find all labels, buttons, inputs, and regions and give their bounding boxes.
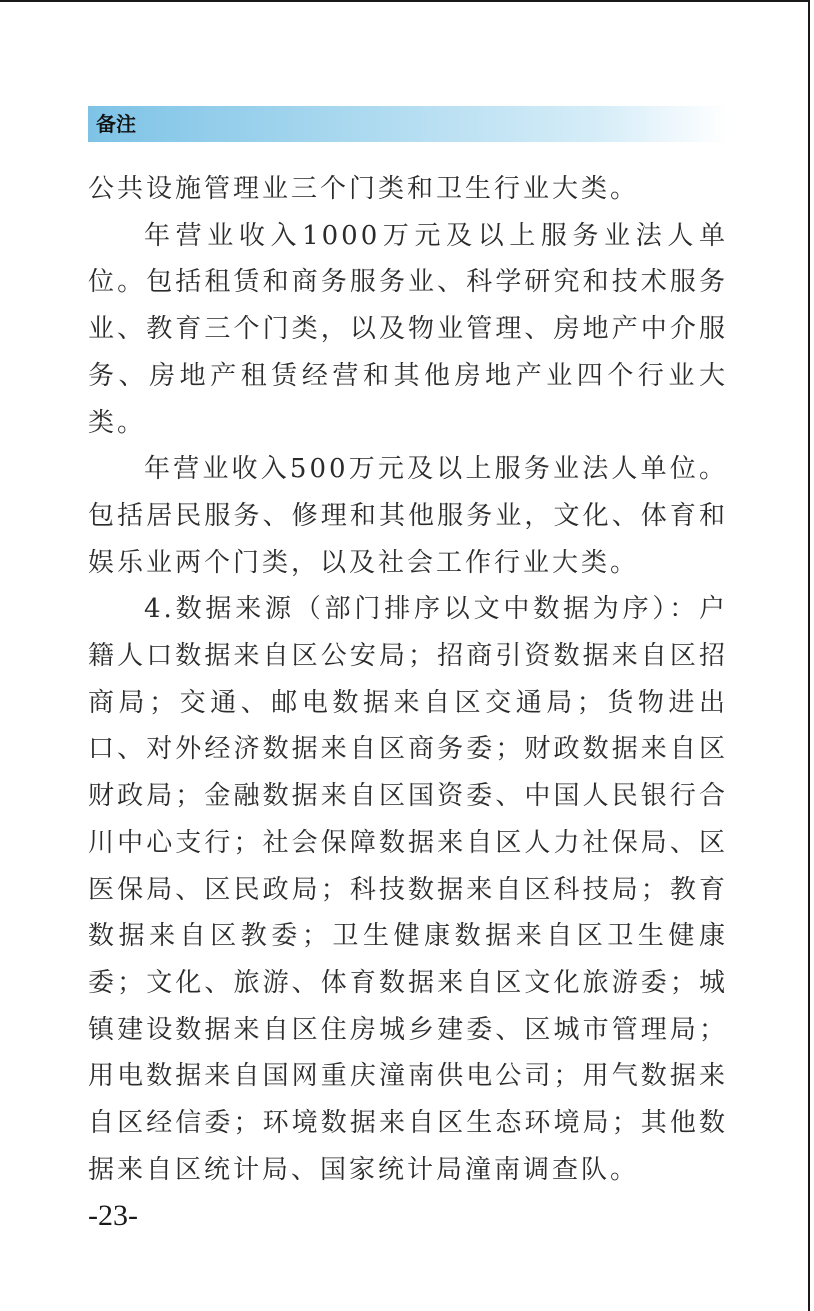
paragraph-500w-units: 年营业收入500万元及以上服务业法人单位。包括居民服务、修理和其他服务业，文化、体育和娱乐业两个门类，以及社会工作行业大类。 <box>88 454 728 578</box>
body-text <box>88 166 728 1193</box>
section-header-bar <box>88 106 728 142</box>
page-number: -23- <box>88 1199 138 1232</box>
paragraph-continuation: 公共设施管理业三个门类和卫生行业大类。 <box>88 174 640 204</box>
page-border-top <box>0 0 810 2</box>
section-title: 备注 <box>96 112 136 136</box>
paragraph-data-sources: 4.数据来源（部门排序以文中数据为序）：户籍人口数据来自区公安局；招商引资数据来自区招商局；交通、邮电数据来自区交通局；货物进出口、对外经济数据来自区商务委；财政数据来自区财政局；金融数据来自区国资委、中国人民银行合川中心支行；社会保障数据来自区人力社保局、区医保局、区民政局；科技数据来自区科技局；教育数据来自区教委；卫生健康数据来自区卫生健康委；文化、旅游、体育数据来自区文化旅游委；城镇建设数据来自区住房城乡建委、区城市管理局；用电数据来自国网重庆潼南供电公司；用气数据来自区经信委；环境数据来自区生态环境局；其他数据来自区统计局、国家统计局潼南调查队。 <box>88 594 728 1185</box>
paragraph-1000w-units: 年营业收入1000万元及以上服务业法人单位。包括租赁和商务服务业、科学研究和技术服务业、教育三个门类，以及物业管理、房地产中介服务、房地产租赁经营和其他房地产业四个行业大类。 <box>88 220 728 438</box>
page-border-right <box>808 0 810 1311</box>
